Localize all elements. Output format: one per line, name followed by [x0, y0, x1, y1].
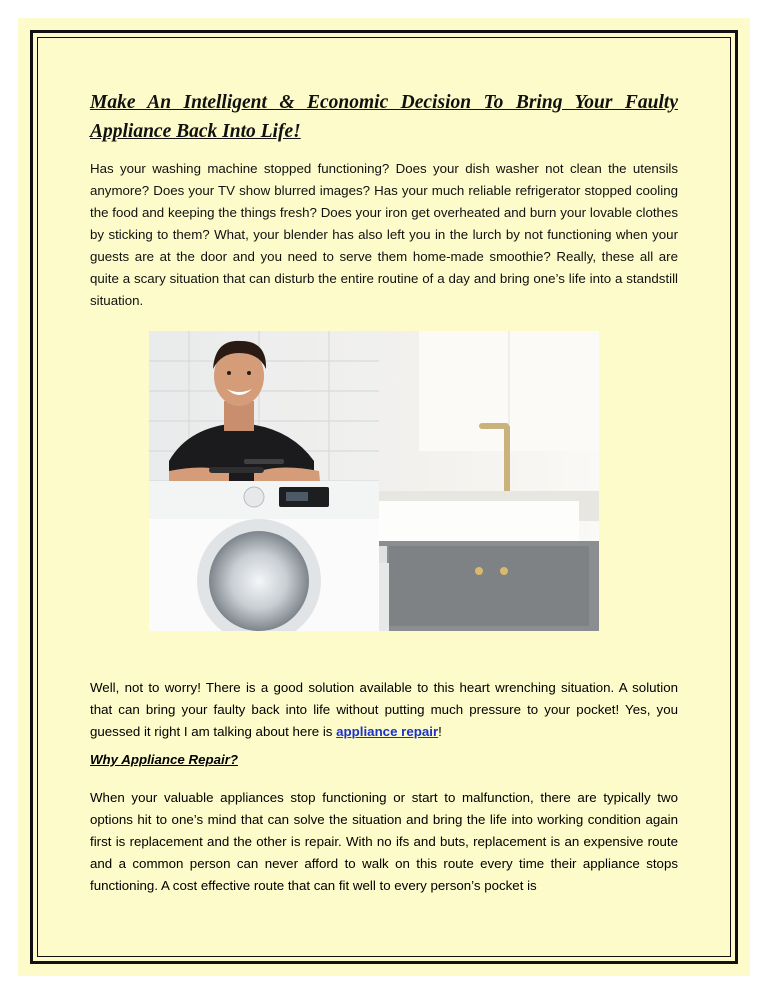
appliance-technician-photo — [149, 331, 599, 631]
appliance-repair-link[interactable]: appliance repair — [336, 724, 439, 739]
why-repair-paragraph: When your valuable appliances stop functioning or start to malfunction, there are typically two options hit to one’s mind that can solve the situation and bring the life into working condition again first is replacement and the other is repair. With no ifs and buts, replacement is an expensive route and a common person can never afford to walk on this route every time their appliance stops functioning. A cost effective route that can fit well to every person’s pocket is — [90, 790, 678, 893]
solution-text-end: ! — [438, 724, 442, 739]
solution-paragraph — [90, 677, 678, 743]
article-top — [90, 88, 678, 312]
intro-paragraph: Has your washing machine stopped functioning? Does your dish washer not clean the utensils anymore? Does your TV show blurred images? Has your much reliable refrigerator stopped cooling the food and keeping the things fresh? Does your iron get overheated and burn your lovable clothes by sticking to them? What, your blender has also left you in the lurch by not functioning when your guests are at the door and you need to serve them home-made smoothie? Really, these all are quite a scary situation that can disturb the entire routine of a day and bring one’s life into a standstill situation. — [90, 161, 678, 308]
solution-text: Well, not to worry! There is a good solution available to this heart wrenching situation. A solution that can bring your faulty back into life without putting much pressure to your pocket! Yes, you guessed it right I am talking about here is — [90, 680, 678, 739]
article-heading: Make An Intelligent & Economic Decision To Bring Your Faulty Appliance Back Into Life! — [90, 92, 678, 142]
section-subheading: Why Appliance Repair? — [90, 752, 239, 767]
